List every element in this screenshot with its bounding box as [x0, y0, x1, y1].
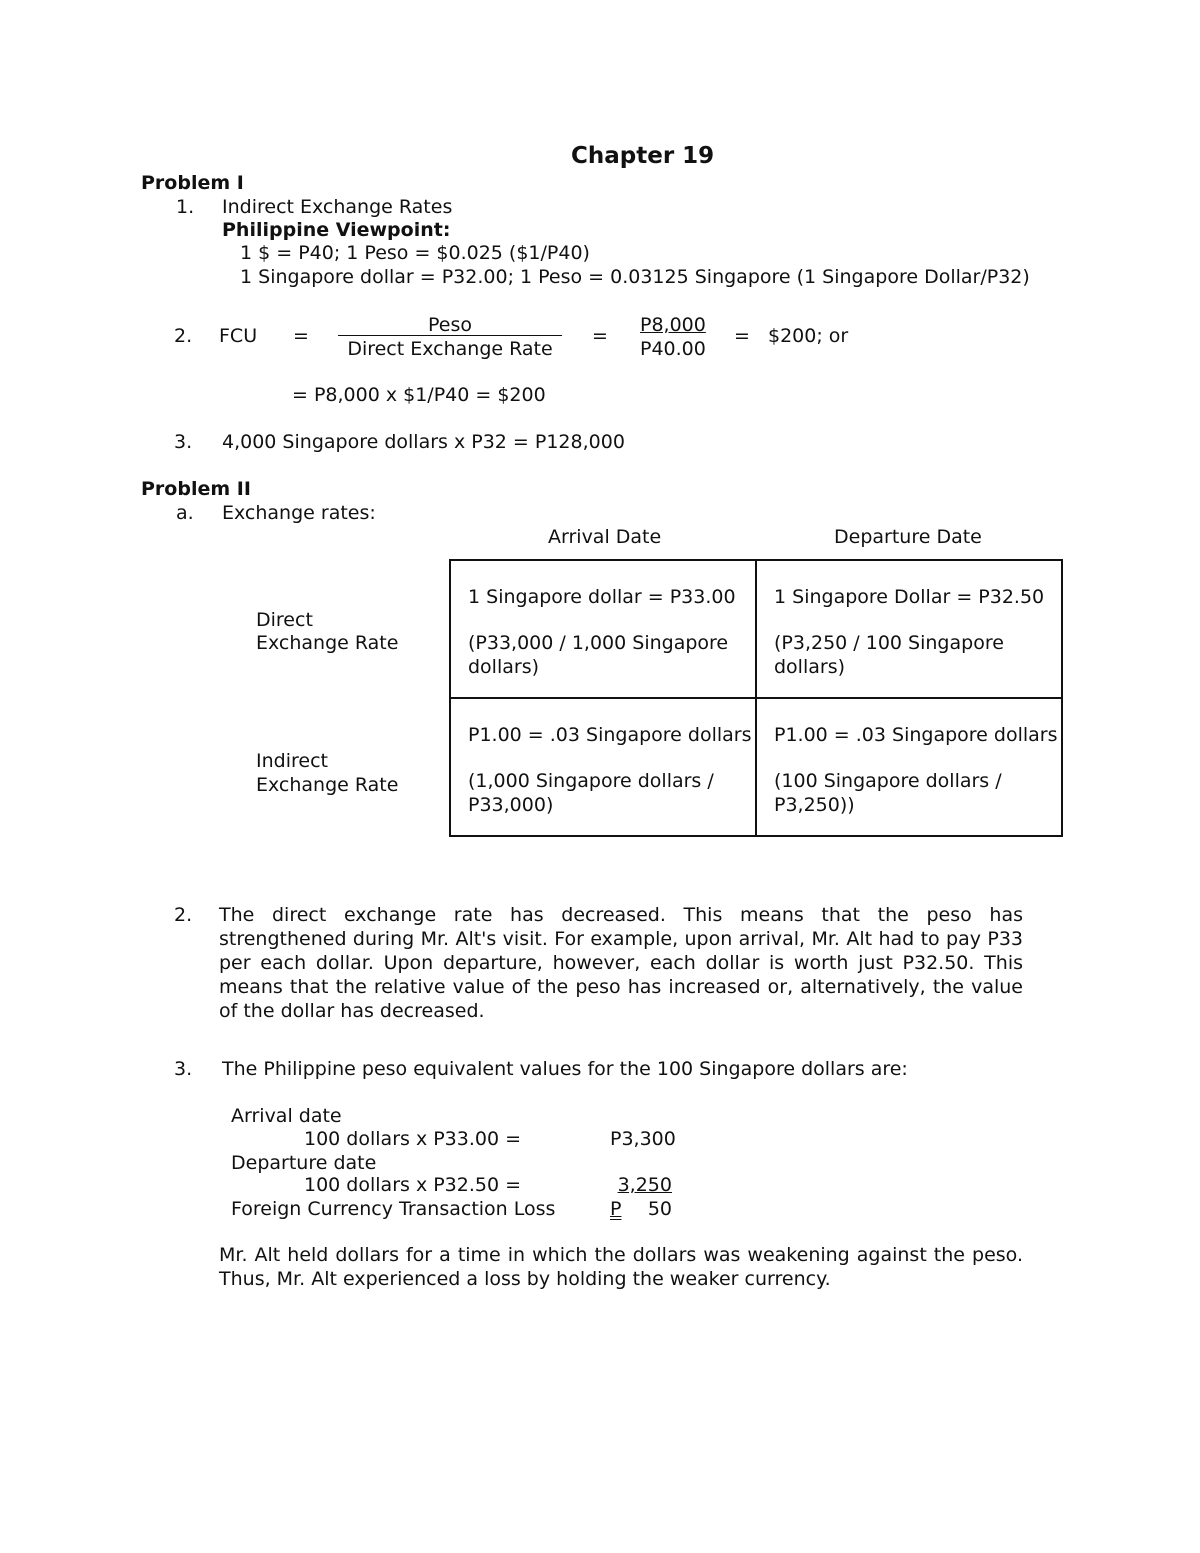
table-cell — [756, 698, 1062, 836]
cell-rate: P1.00 = .03 Singapore dollars — [774, 724, 1058, 746]
calc-label: Arrival date — [231, 1105, 342, 1127]
cell-computation: (100 Singapore dollars / P3,250)) — [774, 770, 1002, 816]
fraction-bar — [338, 335, 562, 336]
fraction-numerator: Peso — [428, 314, 472, 336]
table-row — [450, 560, 1062, 698]
fraction-denominator: Direct Exchange Rate — [347, 338, 553, 360]
calc-value: P3,300 — [610, 1128, 676, 1150]
item-text: 4,000 Singapore dollars x P32 = P128,000 — [222, 431, 625, 453]
row-label-indirect: Exchange Rate — [256, 774, 399, 796]
equals-sign: = — [592, 325, 608, 347]
item-number: 3. — [174, 431, 193, 453]
equals-sign: = — [293, 325, 309, 347]
loss-value — [610, 1197, 672, 1221]
cell-rate: P1.00 = .03 Singapore dollars — [468, 724, 752, 746]
exchange-rate-table — [449, 559, 1063, 837]
calc-value: 3,250 — [617, 1174, 672, 1196]
fraction-numerator: P8,000 — [640, 314, 706, 336]
cell-rate: 1 Singapore dollar = P33.00 — [468, 586, 736, 608]
table-cell — [756, 560, 1062, 698]
item-number: 2. — [174, 325, 193, 347]
column-header-departure: Departure Date — [834, 526, 982, 548]
table-cell — [450, 698, 756, 836]
formula-label: FCU — [219, 325, 258, 347]
row-label-indirect: Indirect — [256, 750, 328, 772]
item-number: 3. — [174, 1058, 193, 1080]
item-letter: a. — [176, 502, 194, 524]
explanation-paragraph: The direct exchange rate has decreased. This means that the peso has strengthened during Mr. Alt's visit. For example, upon arrival, Mr. Alt had to pay P33 per each dollar. Upon departure, however, each dollar is worth just P32.50. This means that the relative value of the peso has increased or, alternatively, the value of the dollar has decreased. — [219, 904, 1023, 1022]
item-text: Exchange rates: — [222, 502, 376, 524]
table-cell — [450, 560, 756, 698]
subheading: Philippine Viewpoint: — [222, 219, 451, 241]
calc-expression: 100 dollars x P33.00 = — [304, 1128, 522, 1150]
column-header-arrival: Arrival Date — [548, 526, 662, 548]
cell-computation: (P33,000 / 1,000 Singapore dollars) — [468, 632, 729, 678]
cell-computation: (1,000 Singapore dollars / P33,000) — [468, 770, 714, 816]
currency-symbol: P — [610, 1198, 622, 1220]
item-text: The Philippine peso equivalent values for the 100 Singapore dollars are: — [222, 1058, 908, 1080]
page-title: Chapter 19 — [571, 143, 715, 169]
item-number: 2. — [174, 904, 193, 926]
fraction-denominator: P40.00 — [640, 338, 706, 360]
formula-result: $200; or — [768, 325, 849, 347]
cell-rate: 1 Singapore Dollar = P32.50 — [774, 586, 1045, 608]
rate-line: 1 Singapore dollar = P32.00; 1 Peso = 0.03125 Singapore (1 Singapore Dollar/P32) — [240, 266, 1030, 288]
formula-alternative: = P8,000 x $1/P40 = $200 — [292, 384, 546, 406]
item-number: 1. — [176, 196, 195, 218]
problem-1-heading: Problem I — [141, 172, 244, 194]
row-label-direct: Exchange Rate — [256, 632, 399, 654]
loss-amount: 50 — [647, 1198, 672, 1220]
row-label-direct: Direct — [256, 609, 313, 631]
conclusion-paragraph: Mr. Alt held dollars for a time in which the dollars was weakening against the peso. Thus, Mr. Alt experienced a loss by holding the weaker currency. — [219, 1244, 1023, 1290]
equals-sign: = — [734, 325, 750, 347]
calc-expression: 100 dollars x P32.50 = — [304, 1174, 522, 1196]
rate-line: 1 $ = P40; 1 Peso = $0.025 ($1/P40) — [240, 242, 590, 264]
item-text: Indirect Exchange Rates — [222, 196, 453, 218]
table-row — [450, 698, 1062, 836]
cell-computation: (P3,250 / 100 Singapore dollars) — [774, 632, 1004, 678]
calc-label: Foreign Currency Transaction Loss — [231, 1198, 556, 1220]
problem-2-heading: Problem II — [141, 478, 251, 500]
calc-label: Departure date — [231, 1152, 377, 1174]
